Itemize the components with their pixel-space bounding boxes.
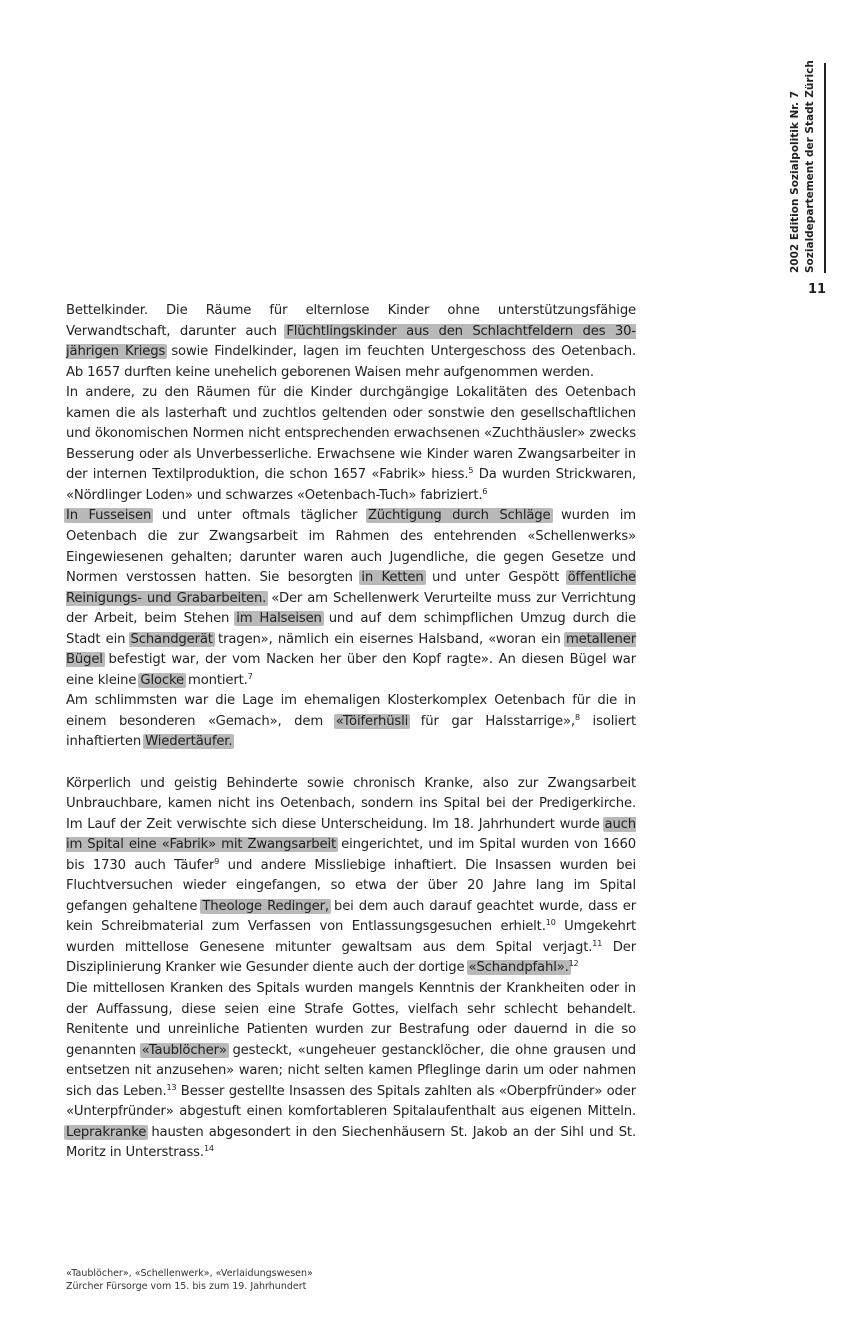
text-run: Die mittellosen Kranken des Spitals wurden mangels Kenntnis der Krankheiten oder in der Auffassung, diese seien eine Strafe Gottes, vielfach sehr schlecht behandelt. Renitente und unreinliche Patienten wurden zur Bestrafung oder dauernd in die so genannten — [66, 981, 636, 1058]
text-run: bei dem auch darauf geachtet wurde, dass er kein Schreibmaterial zum Verfassen von Entlassungsgesuchen erhielt. — [66, 898, 636, 935]
paragraph — [66, 301, 636, 383]
text-run: sowie Findelkinder, lagen im feuchten Untergeschoss des Oetenbach. Ab 1657 durften keine unehelich geborenen Waisen mehr aufgenommen werden. — [66, 344, 636, 380]
highlighted-text: Wiedertäufer. — [145, 734, 233, 750]
text-run: Besser gestellte Insassen des Spitals zahlten als «Oberpfründer» oder «Unterpfründer» abgestuft einen komfortableren Spitalaufenthalt aus eigenen Mitteln. — [66, 1083, 636, 1120]
text-run: befestigt war, der vom Nacken her über den Kopf ragte». An diesen Bügel war eine kleine — [66, 652, 636, 688]
footer-series: «Taublöcher», «Schellenwerk», «Verlaidungswesen» — [66, 1268, 313, 1279]
highlighted-text: Leprakranke — [66, 1124, 147, 1140]
text-run: isoliert inhaftierten — [66, 713, 636, 750]
paragraph — [66, 506, 636, 691]
text-run: für gar Halsstarrige», — [408, 713, 575, 729]
footnote-ref: 7 — [247, 671, 253, 681]
text-run: wurden im Oetenbach die zur Zwangsarbeit im Rahmen des entehrenden «Schellenwerks» Eingewiesenen gehalten; darunter waren auch Jugendliche, die gegen Gesetze und Normen verstossen hatten. Sie besorgten — [66, 508, 636, 586]
running-header — [788, 60, 828, 273]
footnote-ref: 9 — [214, 856, 220, 866]
text-run: und unter oftmals täglicher — [151, 508, 368, 524]
footnote-ref: 10 — [545, 918, 556, 928]
highlighted-text: auch im Spital eine «Fabrik» mit Zwangsarbeit — [66, 816, 636, 853]
highlighted-text: im Halseisen — [236, 611, 322, 627]
body-text — [66, 301, 636, 1164]
highlighted-text: Theologe Redinger, — [202, 898, 329, 914]
highlighted-text: In Fusseisen — [66, 508, 152, 524]
text-run: montiert. — [183, 672, 248, 688]
paragraph — [66, 979, 636, 1164]
footnote-ref: 13 — [166, 1082, 177, 1092]
footnote-ref: 6 — [482, 486, 488, 496]
highlighted-text: «Töiferhüsli — [335, 713, 409, 729]
highlighted-text: «Taublöcher» — [141, 1042, 227, 1058]
text-run: Umgekehrt wurden mittellose Genesene mitunter gewaltsam aus dem Spital verjagt. — [66, 919, 636, 955]
text-run: tragen», nämlich ein eisernes Halsband, «woran ein — [212, 631, 566, 647]
text-run: In andere, zu den Räumen für die Kinder durchgängige Lokalitäten des Oetenbach kamen die als lasterhaft und zuchtlos geltenden oder sonstwie den gesellschaftlichen und ökonomischen Normen nicht entsprechenden erwachsenen «Zuchthäusler» zwecks Besserung oder als Unverbesserliche. Erwachsene wie Kinder waren Zwangsarbeiter in der internen Textilproduktion, die schon 1657 «Fabrik» hiess. — [66, 385, 636, 483]
text-run: «Der am Schellenwerk Verurteilte muss zur Verrichtung der Arbeit, beim Stehen — [66, 590, 636, 627]
footnote-ref: 11 — [592, 938, 603, 948]
text-run: gesteckt, «ungeheuer gestancklöcher, die ohne grausen und entsetzen nit anzusehen» waren; nicht selten kamen Pfleglinge darin um oder nahmen sich das Leben. — [66, 1042, 636, 1099]
highlighted-text: Schandgerät — [130, 631, 213, 647]
highlighted-text: Flüchtlingskinder aus den Schlachtfeldern des 30-jährigen Kriegs — [66, 323, 636, 360]
highlighted-text: «Schandpfahl». — [468, 960, 569, 976]
footnote-ref: 8 — [574, 712, 580, 722]
header-rule — [824, 63, 826, 273]
paragraph-gap — [66, 753, 636, 774]
highlighted-text: Glocke — [140, 672, 184, 688]
text-run: hausten abgesondert in den Siechenhäusern St. Jakob an der Sihl und St. Moritz in Unterstrass. — [66, 1124, 636, 1161]
text-run: Da wurden Strickwaren, «Nördlinger Loden» und schwarzes «Oetenbach-Tuch» fabriziert. — [66, 467, 637, 503]
text-run: Körperlich und geistig Behinderte sowie chronisch Kranke, also zur Zwangsarbeit Unbrauchbare, kamen nicht ins Oetenbach, sondern ins Spital bei der Predigerkirche. Im Lauf der Zeit verwischte sich diese Unterscheidung. Im 18. Jahrhundert wurde — [66, 775, 636, 832]
text-run: Der Disziplinierung Kranker wie Gesunder diente auch der dortige — [66, 939, 636, 976]
paragraph — [66, 383, 636, 506]
highlighted-text: öffentliche Reinigungs- und Grabarbeiten. — [66, 570, 637, 606]
page-number: 11 — [808, 282, 827, 297]
header-edition: 2002 Edition Sozialpolitik Nr. 7 — [789, 91, 801, 273]
highlighted-text: Züchtigung durch Schläge — [367, 508, 551, 524]
text-run: Bettelkinder. Die Räume für elternlose Kinder ohne unterstützungsfähige Verwandtschaft, darunter auch — [66, 303, 636, 339]
text-run: und unter Gespött — [423, 570, 568, 586]
text-run: eingerichtet, und im Spital wurden von 1660 bis 1730 auch Täufer — [66, 837, 636, 873]
highlighted-text: in Ketten — [361, 570, 424, 586]
paragraph — [66, 691, 636, 753]
paragraph — [66, 774, 636, 979]
footer — [66, 1267, 313, 1293]
footnote-ref: 5 — [468, 466, 474, 476]
footnote-ref: 14 — [203, 1144, 214, 1154]
highlighted-text: metallener Bügel — [66, 631, 636, 668]
text-run: Am schlimmsten war die Lage im ehemaligen Klosterkomplex Oetenbach für die in einem besonderen «Gemach», dem — [66, 693, 636, 729]
footer-title: Zürcher Fürsorge vom 15. bis zum 19. Jahrhundert — [66, 1281, 307, 1292]
header-department: Sozialdepartement der Stadt Zürich — [804, 60, 816, 273]
footnote-ref: 12 — [568, 959, 579, 969]
text-run: und andere Missliebige inhaftiert. Die Insassen wurden bei Fluchtversuchen wieder eingefangen, so etwa der über 20 Jahre lang im Spital gefangen gehaltene — [66, 857, 636, 914]
text-run: und auf dem schimpflichen Umzug durch die Stadt ein — [66, 611, 636, 647]
